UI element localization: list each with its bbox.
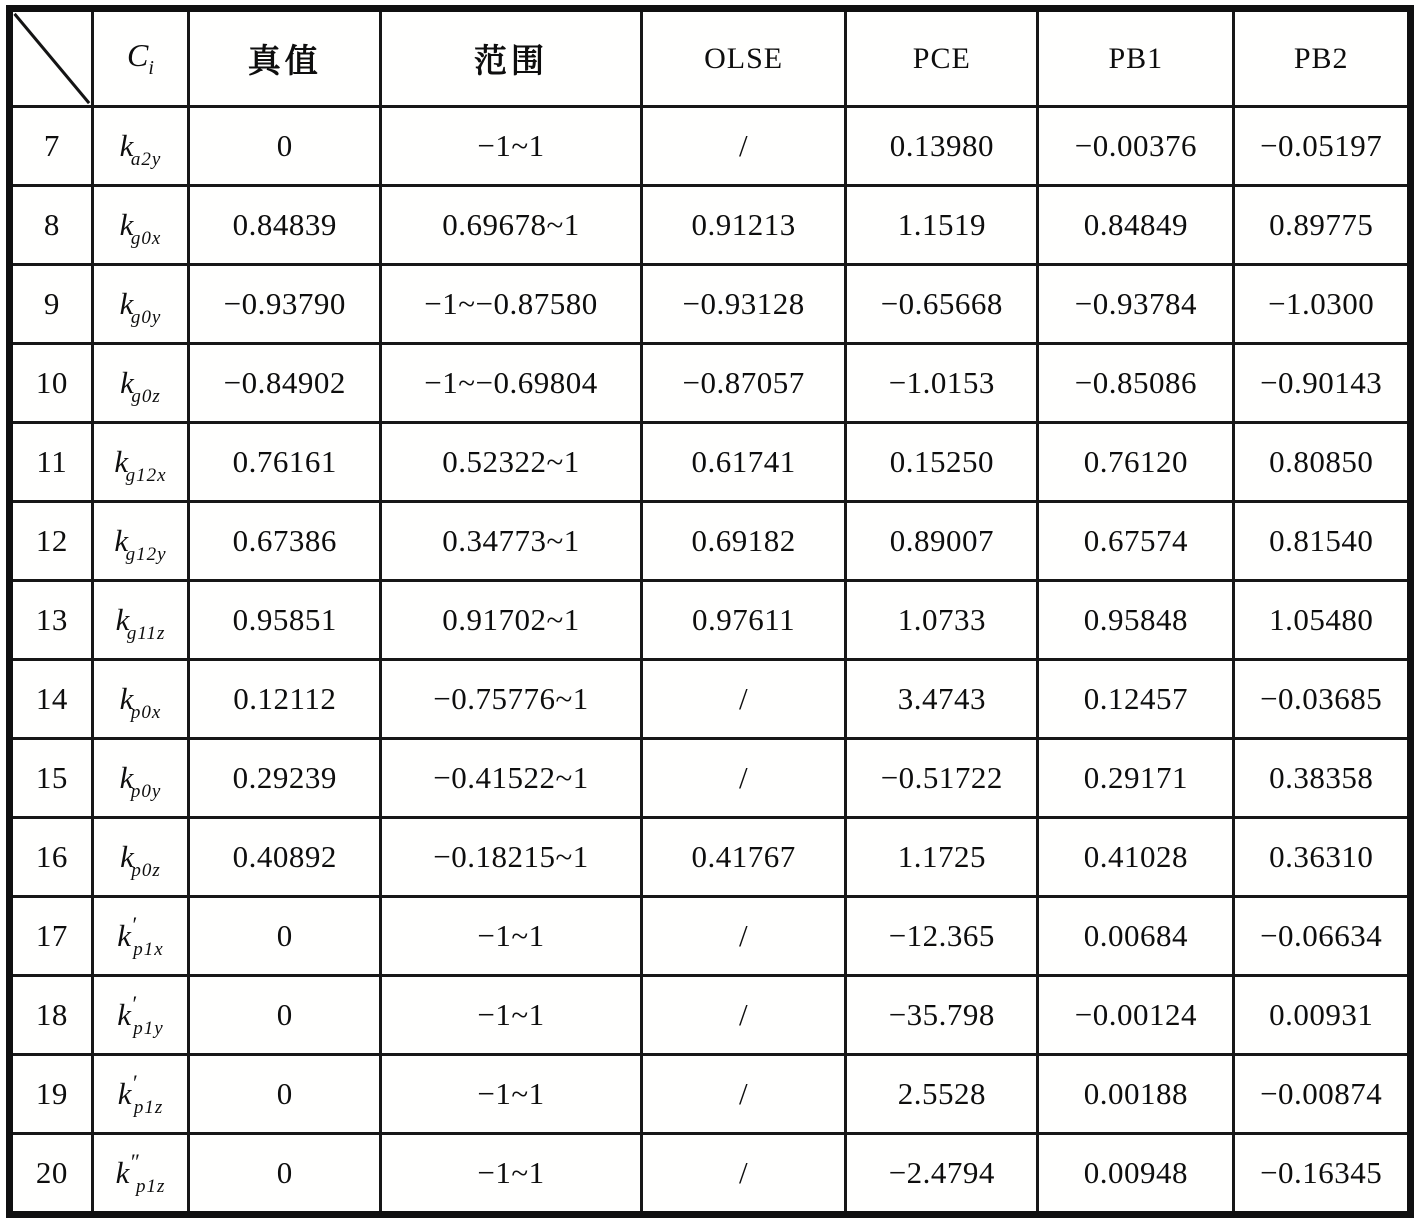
parameter-subscript: g0z <box>131 385 161 407</box>
cell-range: −1~1 <box>381 897 642 976</box>
cell-pb1: −0.00124 <box>1038 976 1234 1055</box>
parameter-base: k <box>117 996 132 1032</box>
cell-row-number: 19 <box>10 1055 93 1134</box>
table-row <box>10 581 1411 660</box>
parameter-base: k <box>119 285 134 321</box>
cell-row-number: 11 <box>10 423 93 502</box>
table-row <box>10 818 1411 897</box>
cell-pb2: 0.80850 <box>1234 423 1411 502</box>
cell-olse: / <box>641 660 846 739</box>
header-symbol <box>92 9 189 107</box>
cell-parameter-symbol <box>92 660 189 739</box>
cell-range: −1~−0.87580 <box>381 265 642 344</box>
cell-olse: / <box>641 107 846 186</box>
table-row <box>10 739 1411 818</box>
cell-parameter-symbol <box>92 1134 189 1215</box>
cell-row-number: 18 <box>10 976 93 1055</box>
cell-pce: 0.13980 <box>846 107 1038 186</box>
cell-range: −0.41522~1 <box>381 739 642 818</box>
cell-row-number: 15 <box>10 739 93 818</box>
header-true-value: 真值 <box>189 9 381 107</box>
cell-parameter-symbol <box>92 502 189 581</box>
cell-pb2: −0.05197 <box>1234 107 1411 186</box>
cell-pb1: 0.95848 <box>1038 581 1234 660</box>
table-row <box>10 1134 1411 1215</box>
cell-pb2: 0.36310 <box>1234 818 1411 897</box>
cell-true-value: 0 <box>189 107 381 186</box>
cell-olse: / <box>641 976 846 1055</box>
diagonal-line-icon <box>13 12 91 105</box>
parameter-subscript: p0x <box>130 701 162 723</box>
parameter-base: k <box>114 522 129 558</box>
cell-pb2: −0.00874 <box>1234 1055 1411 1134</box>
cell-row-number: 10 <box>10 344 93 423</box>
cell-parameter-symbol <box>92 344 189 423</box>
parameter-subscript: p0y <box>130 780 162 802</box>
cell-true-value: 0 <box>189 1134 381 1215</box>
symbol-c: C <box>127 37 149 73</box>
cell-pb1: 0.67574 <box>1038 502 1234 581</box>
cell-row-number: 13 <box>10 581 93 660</box>
cell-pce: 1.0733 <box>846 581 1038 660</box>
table-row <box>10 1055 1411 1134</box>
parameter-subscript: p1y <box>133 1017 164 1039</box>
cell-parameter-symbol <box>92 186 189 265</box>
cell-true-value: 0 <box>189 976 381 1055</box>
symbol-c-sub: i <box>148 57 154 79</box>
cell-true-value: 0 <box>189 897 381 976</box>
cell-pb1: −0.85086 <box>1038 344 1234 423</box>
cell-true-value: 0.76161 <box>189 423 381 502</box>
cell-range: −0.75776~1 <box>381 660 642 739</box>
cell-row-number: 7 <box>10 107 93 186</box>
cell-true-value: −0.93790 <box>189 265 381 344</box>
cell-row-number: 17 <box>10 897 93 976</box>
cell-olse: 0.69182 <box>641 502 846 581</box>
cell-pce: 1.1725 <box>846 818 1038 897</box>
cell-parameter-symbol <box>92 423 189 502</box>
parameter-subscript: p1x <box>133 938 164 960</box>
parameter-base: k <box>115 1154 130 1190</box>
parameter-subscript: g0x <box>130 227 162 249</box>
header-pb2: PB2 <box>1234 9 1411 107</box>
cell-pb1: 0.00188 <box>1038 1055 1234 1134</box>
cell-row-number: 12 <box>10 502 93 581</box>
cell-pb2: −0.06634 <box>1234 897 1411 976</box>
cell-pb1: −0.93784 <box>1038 265 1234 344</box>
cell-parameter-symbol <box>92 818 189 897</box>
table-row <box>10 186 1411 265</box>
cell-range: −0.18215~1 <box>381 818 642 897</box>
cell-pb2: 0.81540 <box>1234 502 1411 581</box>
cell-pce: −2.4794 <box>846 1134 1038 1215</box>
cell-range: −1~1 <box>381 1134 642 1215</box>
parameter-subscript: g0y <box>130 306 162 328</box>
parameter-base: k <box>117 917 132 953</box>
cell-pce: 0.89007 <box>846 502 1038 581</box>
parameter-base: k <box>120 838 135 874</box>
cell-pce: 1.1519 <box>846 186 1038 265</box>
table-body <box>10 107 1411 1215</box>
parameter-subscript: g12y <box>125 543 167 565</box>
cell-true-value: 0 <box>189 1055 381 1134</box>
parameter-prime: ″ <box>130 1148 140 1174</box>
cell-true-value: −0.84902 <box>189 344 381 423</box>
cell-olse: 0.97611 <box>641 581 846 660</box>
cell-pb2: −0.90143 <box>1234 344 1411 423</box>
cell-pce: 0.15250 <box>846 423 1038 502</box>
cell-pb2: 1.05480 <box>1234 581 1411 660</box>
parameter-prime: ′ <box>133 1069 138 1095</box>
cell-row-number: 8 <box>10 186 93 265</box>
cell-range: −1~1 <box>381 976 642 1055</box>
table-row <box>10 344 1411 423</box>
cell-true-value: 0.29239 <box>189 739 381 818</box>
cell-true-value: 0.12112 <box>189 660 381 739</box>
cell-true-value: 0.40892 <box>189 818 381 897</box>
cell-true-value: 0.95851 <box>189 581 381 660</box>
cell-pb1: 0.00684 <box>1038 897 1234 976</box>
cell-olse: / <box>641 897 846 976</box>
cell-parameter-symbol <box>92 897 189 976</box>
cell-olse: 0.61741 <box>641 423 846 502</box>
cell-range: −1~−0.69804 <box>381 344 642 423</box>
header-pce: PCE <box>846 9 1038 107</box>
parameter-base: k <box>119 759 134 795</box>
cell-range: −1~1 <box>381 1055 642 1134</box>
parameter-base: k <box>119 206 134 242</box>
parameter-base: k <box>115 601 130 637</box>
cell-olse: −0.93128 <box>641 265 846 344</box>
cell-parameter-symbol <box>92 1055 189 1134</box>
cell-parameter-symbol <box>92 107 189 186</box>
cell-pce: 2.5528 <box>846 1055 1038 1134</box>
table-row <box>10 423 1411 502</box>
cell-parameter-symbol <box>92 739 189 818</box>
parameter-subscript: p1z <box>136 1175 166 1197</box>
parameter-base: k <box>120 364 135 400</box>
cell-true-value: 0.84839 <box>189 186 381 265</box>
parameter-base: k <box>117 1075 132 1111</box>
cell-range: 0.34773~1 <box>381 502 642 581</box>
cell-olse: 0.91213 <box>641 186 846 265</box>
table-row <box>10 502 1411 581</box>
cell-pce: −1.0153 <box>846 344 1038 423</box>
cell-pb2: −1.0300 <box>1234 265 1411 344</box>
cell-pce: −0.65668 <box>846 265 1038 344</box>
cell-pb1: 0.29171 <box>1038 739 1234 818</box>
parameter-subscript: a2y <box>130 148 162 170</box>
cell-row-number: 9 <box>10 265 93 344</box>
cell-olse: −0.87057 <box>641 344 846 423</box>
cell-pce: 3.4743 <box>846 660 1038 739</box>
cell-range: 0.91702~1 <box>381 581 642 660</box>
header-range: 范围 <box>381 9 642 107</box>
corner-diagonal-cell <box>10 9 93 107</box>
cell-olse: 0.41767 <box>641 818 846 897</box>
cell-pce: −35.798 <box>846 976 1038 1055</box>
cell-parameter-symbol <box>92 265 189 344</box>
cell-pb1: 0.84849 <box>1038 186 1234 265</box>
cell-pb1: 0.76120 <box>1038 423 1234 502</box>
parameter-base: k <box>114 443 129 479</box>
header-row <box>10 9 1411 107</box>
table-row <box>10 265 1411 344</box>
cell-pb1: 0.41028 <box>1038 818 1234 897</box>
parameter-subscript: g12x <box>125 464 167 486</box>
cell-parameter-symbol <box>92 581 189 660</box>
parameter-subscript: p0z <box>131 859 161 881</box>
cell-parameter-symbol <box>92 976 189 1055</box>
cell-row-number: 16 <box>10 818 93 897</box>
cell-pb1: −0.00376 <box>1038 107 1234 186</box>
cell-pb2: 0.38358 <box>1234 739 1411 818</box>
table-row <box>10 976 1411 1055</box>
cell-row-number: 14 <box>10 660 93 739</box>
cell-true-value: 0.67386 <box>189 502 381 581</box>
parameter-estimation-table <box>6 5 1414 1218</box>
cell-pce: −12.365 <box>846 897 1038 976</box>
cell-pb2: −0.16345 <box>1234 1134 1411 1215</box>
cell-olse: / <box>641 1134 846 1215</box>
parameter-base: k <box>119 680 134 716</box>
table-row <box>10 897 1411 976</box>
parameter-subscript: g11z <box>126 622 166 644</box>
table-row <box>10 660 1411 739</box>
cell-pce: −0.51722 <box>846 739 1038 818</box>
cell-pb2: 0.89775 <box>1234 186 1411 265</box>
parameter-prime: ′ <box>132 990 138 1016</box>
cell-pb2: −0.03685 <box>1234 660 1411 739</box>
cell-pb2: 0.00931 <box>1234 976 1411 1055</box>
cell-range: 0.69678~1 <box>381 186 642 265</box>
table-header <box>10 9 1411 107</box>
header-olse: OLSE <box>641 9 846 107</box>
cell-pb1: 0.12457 <box>1038 660 1234 739</box>
cell-range: 0.52322~1 <box>381 423 642 502</box>
cell-olse: / <box>641 1055 846 1134</box>
table-row <box>10 107 1411 186</box>
header-pb1: PB1 <box>1038 9 1234 107</box>
cell-range: −1~1 <box>381 107 642 186</box>
cell-olse: / <box>641 739 846 818</box>
cell-pb1: 0.00948 <box>1038 1134 1234 1215</box>
cell-row-number: 20 <box>10 1134 93 1215</box>
parameter-subscript: p1z <box>133 1096 164 1118</box>
parameter-base: k <box>119 127 134 163</box>
parameter-prime: ′ <box>132 911 138 937</box>
